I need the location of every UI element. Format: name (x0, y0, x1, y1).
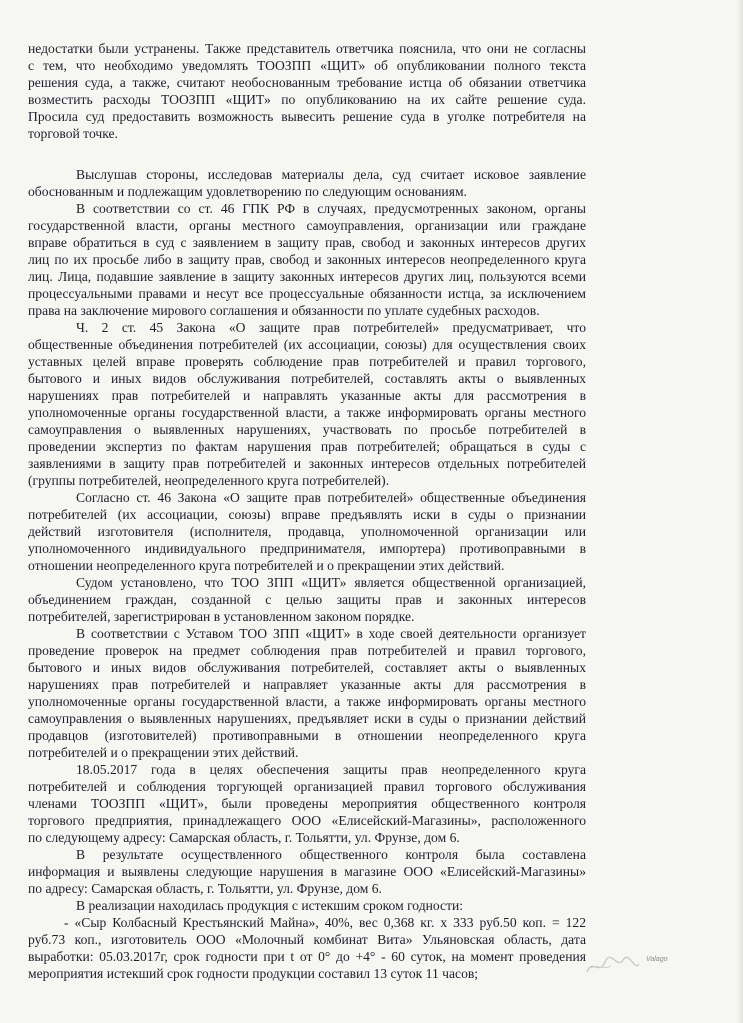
text-line: объединением граждан, созданной с целью защиты прав и законных интересов (28, 592, 586, 607)
text-line: заявлениями в защиту прав потребителей и законных интересов отдельных потребителей (28, 456, 586, 471)
text-line: членами ТООЗПП «ЩИТ», были проведены мероприятия общественного контроля (28, 796, 586, 811)
text-line: лиц по их просьбе либо в защиту прав, свобод и законных интересов неопределенного круга (28, 252, 586, 267)
text-line: процессуальными правами и несут все процессуальные обязанности истца, за исключением (28, 286, 586, 301)
text-line: возместить расходы ТООЗПП «ЩИТ» по опубликованию на их сайте решение суда. (28, 92, 586, 107)
text-line: бытового и иных видов обслуживания потребителей, составляет акты о выявленных (28, 660, 586, 675)
text-line: обоснованным и подлежащим удовлетворению по следующим основаниям. (28, 184, 467, 199)
text-line: действий изготовителя (исполнителя, продавца, уполномоченной организации или (28, 524, 586, 539)
text-line: мероприятия истекший срок годности продукции составил 13 суток 11 часов; (28, 966, 479, 981)
text-line: уполномоченного индивидуального предпринимателя, импортера) противоправными в (28, 541, 586, 556)
text-line: Ч. 2 ст. 45 Закона «О защите прав потребителей» предусматривает, что (76, 320, 586, 335)
text-line: государственной власти, органы местного самоуправления, организации или граждане (28, 218, 586, 233)
text-line: проведении экспертиз по фактам нарушения прав потребителей; обращаться в суды с (28, 439, 586, 454)
text-line: выработки: 05.03.2017г, срок годности при t от 0° до +4° - 60 суток, на момент проведения (28, 949, 586, 964)
text-line: потребителей и о прекращении этих действий. (28, 745, 299, 760)
text-line: продавцов (изготовителей) противоправными в отношении неопределенного круга (28, 728, 586, 743)
text-line: по адресу: Самарская область, г. Тольятти, ул. Фрунзе, дом 6. (28, 881, 382, 896)
text-line: торговой точке. (28, 126, 118, 141)
text-line: по следующему адресу: Самарская область, г. Тольятти, ул. Фрунзе, дом 6. (28, 830, 460, 845)
text-line: уставных целей вправе проверять соблюдение прав потребителей и правил торгового, (28, 354, 586, 369)
text-line: отношении неопределенного круга потребителей и о прекращении этих действий. (28, 558, 505, 573)
text-line: общественные объединения потребителей (их ассоциации, союзы) для осуществления своих (28, 337, 586, 352)
text-line: Просила суд предоставить возможность вывесить решение суда в уголке потребителя на (28, 109, 586, 124)
text-line: потребителей (их ассоциации, союзы) вправе предъявлять иски в суды о признании (28, 507, 586, 522)
text-line: руб.73 коп., изготовитель ООО «Молочный комбинат Вита» Ульяновская область, дата (28, 932, 586, 947)
text-line: потребителей и соблюдения торгующей организацией правил торгового обслуживания (28, 779, 586, 794)
text-line: недостатки были устранены. Также представитель ответчика пояснила, что они не согласны (28, 41, 586, 56)
text-line: В результате осуществленного общественного контроля была составлена (76, 847, 586, 862)
text-line: торгового предприятия, принадлежащего ООО «Елисейский-Магазины», расположенного (28, 813, 586, 828)
text-line: потребителей, зарегистрирован в установленном законом порядке. (28, 609, 415, 624)
text-line: самоуправления о выявленных нарушениях, предъявляет иски в суды о признании действий (28, 711, 586, 726)
text-line: Согласно ст. 46 Закона «О защите прав потребителей» общественные объединения (76, 490, 586, 505)
text-line: 18.05.2017 года в целях обеспечения защиты прав неопределенного круга (76, 762, 586, 777)
text-line: Выслушав стороны, исследовав материалы дела, суд считает исковое заявление (76, 167, 586, 182)
text-line: лиц. Лица, подавшие заявление в защиту законных интересов других лиц, пользуются всеми (28, 269, 586, 284)
text-line: уполномоченные органы государственной власти, а также информировать органы местного (28, 405, 586, 420)
text-line: В соответствии со ст. 46 ГПК РФ в случаях, предусмотренных законом, органы (76, 201, 586, 216)
text-line: проведение проверок на предмет соблюдения прав потребителей и правил торгового, (28, 643, 586, 658)
text-line: нарушениях прав потребителей и направляет указанные акты для рассмотрения в (28, 677, 586, 692)
text-line: решения суда, а также, считают необоснованным требование истца об обязании ответчика (28, 75, 586, 90)
text-line: (группы потребителей, неопределенного круга потребителей). (28, 473, 390, 488)
text-line: нарушениях прав потребителей и направлять указанные акты для рассмотрения в (28, 388, 586, 403)
text-line: бытового и иных видов обслуживания потребителей, составлять акты о выявленных (28, 371, 586, 386)
text-line: уполномоченные органы государственной власти, а также информировать органы местного (28, 694, 586, 709)
text-line: Судом установлено, что ТОО ЗПП «ЩИТ» является общественной организацией, (76, 575, 586, 590)
text-line: права на заключение мирового соглашения и обязанности по уплате судебных расходов. (28, 303, 540, 318)
text-line: информация и выявлены следующие нарушения в магазине ООО «Елисейский-Магазины» (28, 864, 586, 879)
faint-stamp-mark (583, 950, 643, 978)
text-line: с тем, что необходимо уведомлять ТООЗПП «ЩИТ» об опубликовании полного текста (28, 58, 586, 73)
stamp-caption: Valago (646, 956, 668, 963)
text-line: самоуправления о выявленных нарушениях, участвовать по просьбе потребителей в (28, 422, 586, 437)
page-edge-shadow (737, 0, 743, 1023)
list-item-line: - «Сыр Колбасный Крестьянский Майна», 40%, вес 0,368 кг. х 333 руб.50 коп. = 122 (64, 915, 586, 930)
text-line: вправе обратиться в суд с заявлением в защиту прав, свобод и законных интересов других (28, 235, 586, 250)
text-line: В реализации находилась продукция с истекшим сроком годности: (76, 898, 464, 913)
text-line: В соответствии с Уставом ТОО ЗПП «ЩИТ» в ходе своей деятельности организует (76, 626, 586, 641)
